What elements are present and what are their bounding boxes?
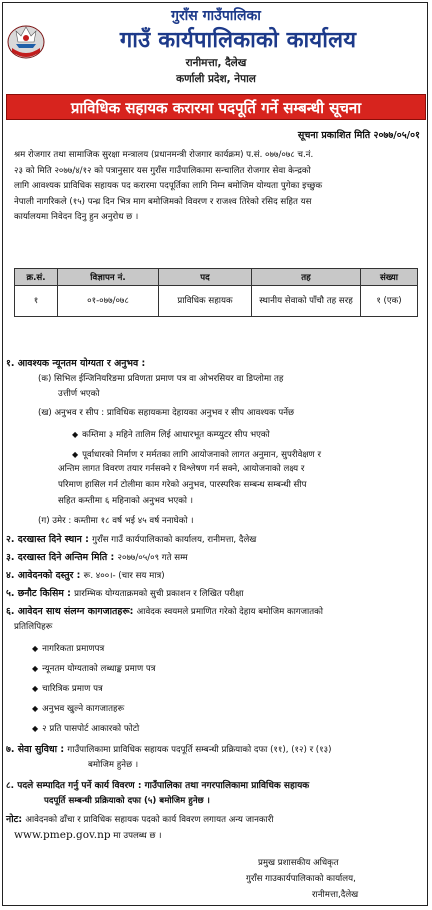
- section-4: [6, 568, 165, 581]
- nepal-emblem-icon: [6, 22, 46, 60]
- note-value: आवेदनको ढाँचा र प्राविधिक सहायक पदको कार्य विवरण लगायत अन्य जानकारी: [25, 815, 274, 825]
- document-item: ◆ नागरिकता प्रमाणपत्र: [32, 642, 104, 654]
- section-5-value: प्रारम्भिक योग्यताक्रमको सुची प्रकाशन र लिखित परीक्षा: [74, 589, 244, 599]
- qualification-ka: (क) सिभिल ईन्जिनियरिङमा प्रविणता प्रमाण पत्र वा ओभरसियर वा डिप्लोमा तह: [38, 374, 284, 384]
- section-8-cont: पदपूर्ति सम्बन्धी प्रक्रियाको दफा (५) बमोजिम हुनेछ ।: [44, 796, 210, 806]
- section-7-cont: बमोजिम हुनेछ ।: [88, 760, 139, 770]
- skill-item-computer: ◆ कम्तिमा ३ महिने तालिम लिई आधारभूत कम्प्युटर सीप भएको: [72, 428, 270, 440]
- section-8: [6, 778, 309, 791]
- section-6: [6, 604, 323, 617]
- skill-item-cont: सहित कम्तीमा ६ महिनाको अनुभव भएको ।: [58, 496, 194, 506]
- qualification-ka-cont: उत्तीर्ण भएको: [58, 389, 100, 399]
- cell-post: प्राविधिक सहायक: [159, 286, 252, 317]
- signature-address: रानीमत्ता,दैलेख: [312, 890, 359, 900]
- section-2-value: गुराँस गाउँ कार्यपालिकाको कार्यालय, रानीमत्ता, दैलेख: [92, 535, 257, 545]
- document-item: ◆ चारित्रिक प्रमाण पत्र: [32, 682, 103, 694]
- skill-item-cont: अन्तिम लागत विवरण तयार गर्नसक्ने र विश्लेषण गर्न सक्ने, आयोजनाको लक्ष्य र: [58, 464, 305, 474]
- cell-count: १ (एक): [361, 286, 418, 317]
- vacancy-table: [14, 268, 418, 317]
- skill-item-infrastructure: ◆ पूर्वाधारको निर्माण र मर्मतका लागि आयोजनाको लागत अनुमान, सुपरीवेक्षण र: [72, 448, 321, 460]
- section-4-value: रू. ४००।- (चार सय मात्र): [83, 571, 165, 581]
- qualification-age: (ग) उमेर : कम्तीमा १८ वर्ष भई ४५ वर्ष ननाघेको ।: [38, 516, 194, 526]
- intro-line: श्रम रोजगार तथा सामाजिक सुरक्षा मन्त्रालय (प्रधानमन्त्री रोजगार कार्यक्रम) प.सं. ०७७/०७८ च.नं.: [14, 150, 314, 160]
- section-5: [6, 586, 244, 599]
- document-item: ◆ अनुभव खुल्ने कागजातहरू: [32, 702, 124, 714]
- intro-line: २३ को मिति २०७७/४/१२ को पत्रानुसार यस गुराँस गाउँपालिकामा सन्चालित रोजगार सेवा केन्द्रको: [14, 165, 311, 176]
- cell-sn: १: [15, 286, 58, 317]
- section-2-label: २. दरखास्त दिने स्थान :: [6, 534, 89, 545]
- cell-level: स्थानीय सेवाको पाँचौ तह सरह: [252, 286, 361, 317]
- section-3: [6, 550, 188, 563]
- section-6-value: आवेदक स्वयमले प्रमाणित गरेको देहाय बमोजिम कागजातको: [136, 607, 323, 617]
- publish-date: सूचना प्रकाशित मिति २०७७/०५/०१: [297, 130, 420, 141]
- province-country: कर्णाली प्रदेश, नेपाल: [176, 73, 256, 85]
- website-link[interactable]: www.pmep.gov.np: [14, 829, 111, 841]
- section-3-label: ३. दरखास्त दिने अन्तिम मिति :: [6, 552, 115, 563]
- col-header-count: संख्या: [361, 269, 418, 286]
- section-3-value: २०७७/०५/०९ गते सम्म: [117, 553, 188, 563]
- note-label: नोट:: [6, 814, 23, 825]
- section-6-cont: प्रतिलिपिहरू: [14, 622, 53, 632]
- note-tail: मा उपलब्ध छ ।: [113, 831, 162, 841]
- table-row: [15, 286, 418, 317]
- qualification-kha: (ख) अनुभव र सीप : प्राविधिक सहायकमा देहायका अनुभव र सीप आवश्यक पर्नेछ: [38, 408, 294, 418]
- col-header-sn: क्र.सं.: [15, 269, 58, 286]
- section-6-label: ६. आवेदन साथ संलग्न कागजातहरू:: [6, 606, 134, 617]
- intro-line: लागि आवश्यक प्राविधिक सहायक पद करारमा पदपूर्तिका लागि निम्न बमोजिम योग्यता पुगेका इच्छुक: [14, 181, 323, 192]
- office-name: गाउँ कार्यपालिकाको कार्यालय: [119, 28, 357, 53]
- intro-line: नेपाली नागरिकले (१५) पन्ध्र दिन भित्र माग बमोजिमको विवरण र राजश्व तिरेको रसिद सहित यस: [14, 196, 312, 207]
- document-item: ◆ न्यूनतम योग्यताको लब्धाङ्क प्रमाण पत्र: [32, 662, 156, 674]
- section-1-title: १. आवश्यक न्यूनतम योग्यता र अनुभव :: [6, 358, 146, 369]
- notice-title-banner: प्राविधिक सहायक करारमा पदपूर्ति गर्ने सम्बन्धी सूचना: [6, 94, 426, 120]
- section-4-label: ४. आवेदनको दस्तुर :: [6, 570, 81, 581]
- document-item: ◆ २ प्रति पासपोर्ट आकारको फोटो: [32, 722, 139, 734]
- letterhead: [0, 0, 432, 96]
- table-header-row: [15, 269, 418, 286]
- note-cont: [14, 828, 162, 844]
- skill-item-cont: परिमाण हासिल गर्न टोलीमा काम गरेको अनुभव, पारस्परिक सम्बन्ध सम्बन्धी सीप: [58, 480, 307, 490]
- note: [6, 812, 273, 825]
- section-2: [6, 532, 256, 545]
- intro-paragraph: [14, 148, 418, 226]
- section-5-label: ५. छनौट किसिम :: [6, 588, 71, 599]
- col-header-level: तह: [252, 269, 361, 286]
- cell-ad-no: ०१-०७७/०७८: [58, 286, 159, 317]
- col-header-post: पद: [159, 269, 252, 286]
- col-header-ad-no: विज्ञापन नं.: [58, 269, 159, 286]
- section-7: [6, 742, 331, 755]
- signature-office: गुराँस गाउकार्यपालिकाको कार्यालय,: [246, 874, 356, 884]
- section-8-label: ८. पदले सम्पादित गर्नु पर्ने कार्य विवरण :: [6, 781, 142, 791]
- signature-title: प्रमुख प्रशासकीय अधिकृत: [258, 858, 339, 868]
- intro-line: कार्यालयमा निवेदन दिनु हुन अनुरोध छ ।: [14, 212, 139, 223]
- section-7-value: गाउँपालिकामा प्राविधिक सहायक पदपूर्ति सम्बन्धी प्रक्रियाको दफा (११), (१२) र (१३): [67, 745, 332, 755]
- office-address: रानीमत्ता, दैलेख: [185, 57, 247, 69]
- section-7-label: ७. सेवा सुविधा :: [6, 744, 65, 755]
- municipality-name: गुराँस गाउँपालिका: [171, 8, 261, 24]
- section-8-value: गाउँपालिका तथा नगरपालिकामा प्राविधिक सहायक: [144, 781, 310, 791]
